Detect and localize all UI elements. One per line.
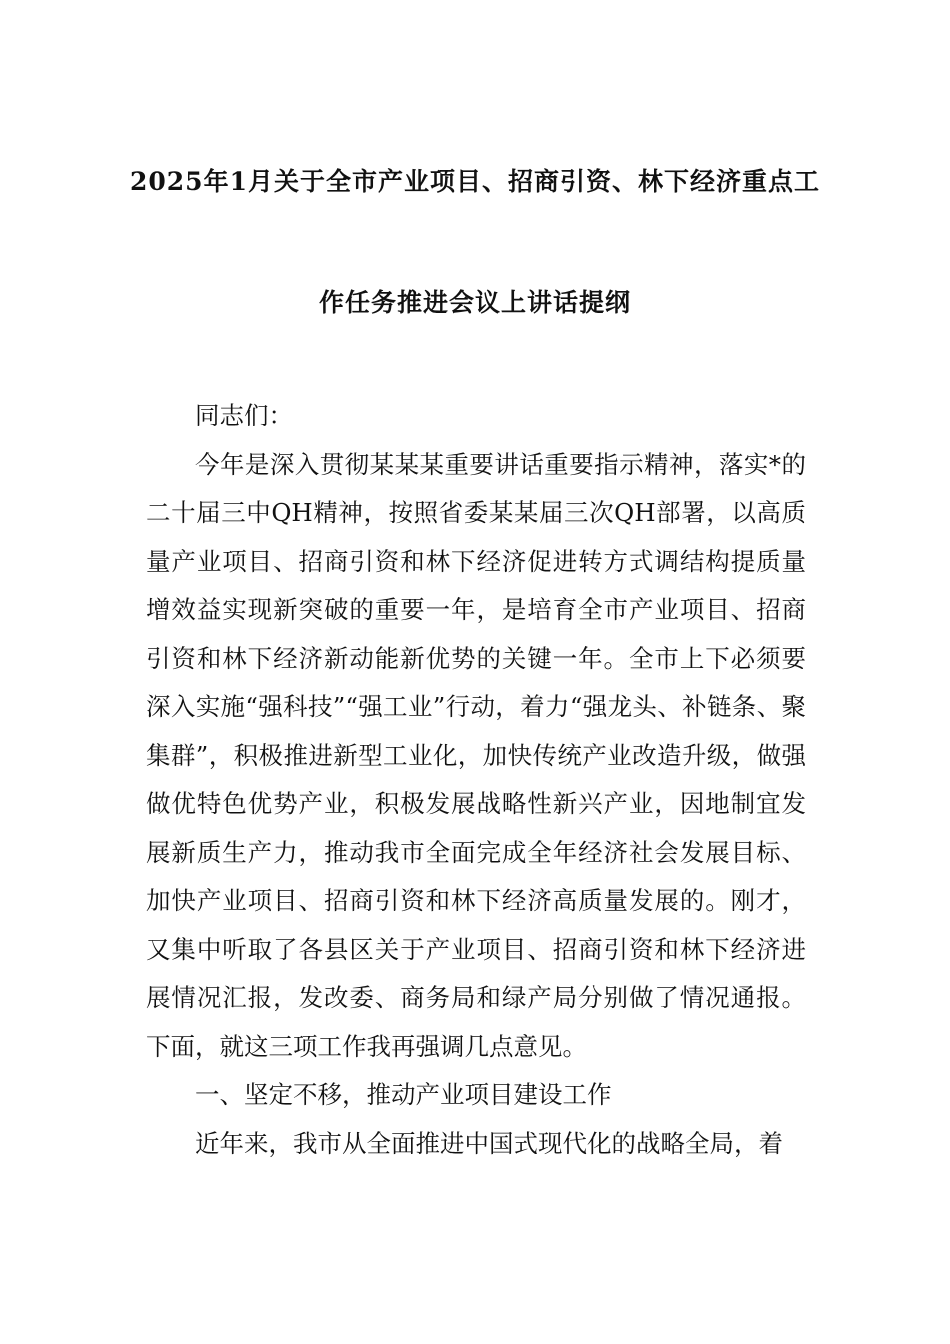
paragraph-intro: 今年是深入贯彻某某某重要讲话重要指示精神，落实*的二十届三中QH精神，按照省委某某届三次QH部署，以高质量产业项目、招商引资和林下经济促进转方式调结构提质量增效益实现新突破的重要一年，是培育全市产业项目、招商引资和林下经济新动能新优势的关键一年。全市上下必须要深入实施“强科技”“强工业”行动，着力“强龙头、补链条、聚集群”，积极推进新型工业化，加快传统产业改造升级，做强做优特色优势产业，积极发展战略性新兴产业，因地制宜发展新质生产力，推动我市全面完成全年经济社会发展目标、加快产业项目、招商引资和林下经济高质量发展的。刚才，又集中听取了各县区关于产业项目、招商引资和林下经济进展情况汇报，发改委、商务局和绿产局分别做了情况通报。下面，就这三项工作我再强调几点意见。 bbox=[146, 449, 806, 1061]
document-title-line-1: 2025年1月关于全市产业项目、招商引资、林下经济重点工 bbox=[130, 167, 820, 196]
greeting: 同志们： bbox=[195, 401, 293, 430]
paragraph-section-1: 近年来，我市从全面推进中国式现代化的战略全局，着 bbox=[195, 1128, 783, 1158]
document-title-line-2: 作任务推进会议上讲话提纲 bbox=[318, 288, 631, 317]
document-body bbox=[146, 392, 806, 1168]
section-heading-1: 一、坚定不移，推动产业项目建设工作 bbox=[195, 1080, 612, 1109]
